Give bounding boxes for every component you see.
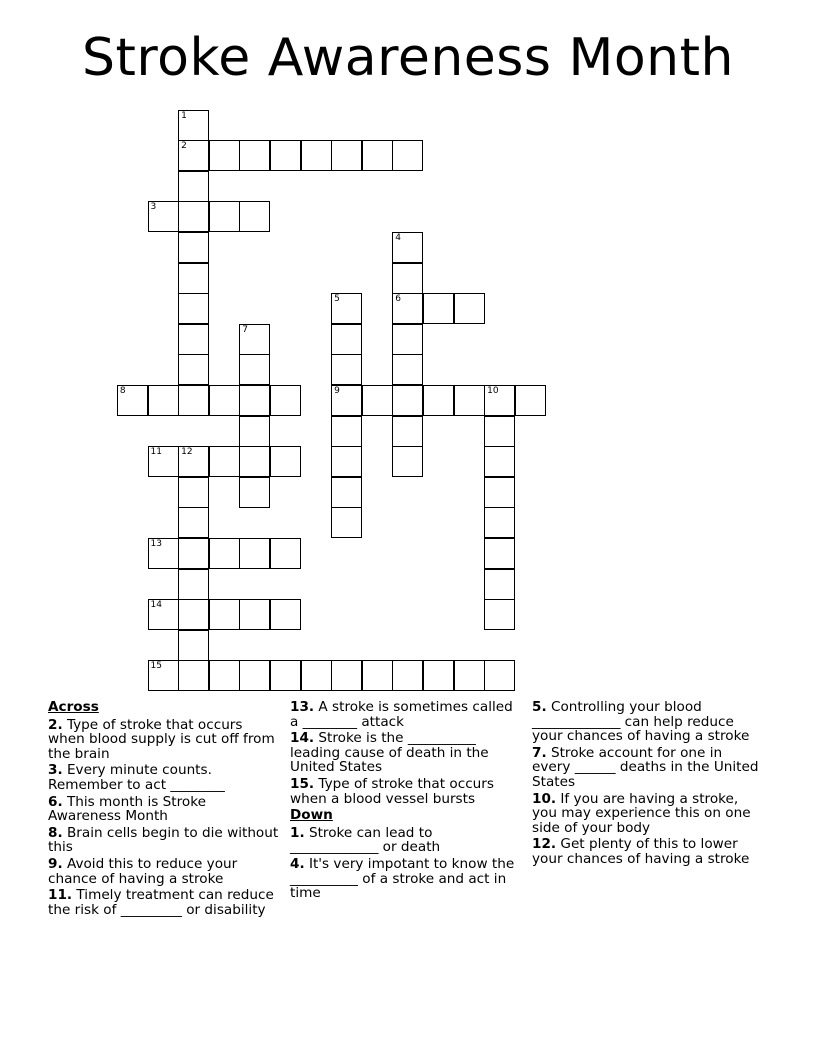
- clue-text: Brain cells begin to die without this: [48, 824, 279, 856]
- crossword-cell[interactable]: [209, 538, 240, 569]
- across-clue: [290, 731, 522, 775]
- across-clue: [48, 795, 280, 824]
- crossword-cell[interactable]: [270, 385, 301, 416]
- clue-text: Every minute counts. Remember to act ________: [48, 762, 225, 793]
- crossword-cell[interactable]: [148, 660, 179, 691]
- crossword-cell[interactable]: [484, 477, 515, 508]
- crossword-cell[interactable]: [239, 385, 270, 416]
- crossword-cell[interactable]: [178, 354, 209, 385]
- crossword-cell[interactable]: [270, 660, 301, 691]
- crossword-cell[interactable]: [392, 232, 423, 263]
- clues-column-2: [290, 700, 522, 903]
- crossword-cell[interactable]: [178, 385, 209, 416]
- crossword-cell[interactable]: [454, 660, 485, 691]
- crossword-cell[interactable]: [392, 140, 423, 171]
- across-clue: [48, 763, 280, 792]
- crossword-cell[interactable]: [178, 110, 209, 141]
- crossword-cell[interactable]: [423, 660, 454, 691]
- crossword-cell[interactable]: [239, 538, 270, 569]
- crossword-cell[interactable]: [331, 293, 362, 324]
- crossword-cell[interactable]: [178, 538, 209, 569]
- crossword-cell[interactable]: [209, 201, 240, 232]
- crossword-cell[interactable]: [301, 660, 332, 691]
- crossword-cell[interactable]: [484, 599, 515, 630]
- crossword-cell[interactable]: [178, 293, 209, 324]
- clue-text: This month is Stroke Awareness Month: [48, 793, 206, 825]
- clue-number: 12: [181, 447, 193, 458]
- clue-number: 6: [395, 294, 402, 305]
- clue-number-label: 10.: [532, 790, 557, 807]
- clue-number-label: 6.: [48, 793, 63, 810]
- clue-text: Get plenty of this to lower your chances of having a stroke: [532, 836, 750, 867]
- crossword-cell[interactable]: [484, 660, 515, 691]
- crossword-cell[interactable]: [148, 385, 179, 416]
- crossword-cell[interactable]: [148, 201, 179, 232]
- clue-number-label: 13.: [290, 699, 315, 715]
- crossword-cell[interactable]: [178, 477, 209, 508]
- crossword-cell[interactable]: [209, 599, 240, 630]
- crossword-cell[interactable]: [148, 599, 179, 630]
- down-clue: [532, 792, 764, 836]
- crossword-cell[interactable]: [178, 263, 209, 294]
- clue-number: 13: [150, 538, 162, 549]
- crossword-cell[interactable]: [178, 201, 209, 232]
- crossword-cell[interactable]: [392, 293, 423, 324]
- crossword-cell[interactable]: [484, 416, 515, 447]
- crossword-cell[interactable]: [178, 660, 209, 691]
- across-clue: [48, 718, 280, 762]
- crossword-cell[interactable]: [454, 385, 485, 416]
- crossword-cell[interactable]: [331, 477, 362, 508]
- crossword-cell[interactable]: [239, 354, 270, 385]
- crossword-cell[interactable]: [270, 140, 301, 171]
- crossword-cell[interactable]: [392, 263, 423, 294]
- crossword-cell[interactable]: [423, 385, 454, 416]
- clue-number: 1: [181, 110, 187, 121]
- crossword-cell[interactable]: [148, 538, 179, 569]
- clue-number-label: 14.: [290, 730, 315, 747]
- clue-number: 9: [334, 385, 340, 396]
- down-clue: [290, 857, 522, 901]
- crossword-cell[interactable]: [331, 140, 362, 171]
- across-clue: [290, 777, 522, 806]
- crossword-cell[interactable]: [454, 293, 485, 324]
- crossword-cell[interactable]: [392, 385, 423, 416]
- clue-text: Timely treatment can reduce the risk of _________ or disability: [48, 887, 274, 918]
- crossword-cell[interactable]: [239, 660, 270, 691]
- crossword-cell[interactable]: [270, 599, 301, 630]
- clue-number: 3: [150, 202, 157, 213]
- crossword-cell[interactable]: [392, 446, 423, 477]
- clue-number: 8: [119, 385, 126, 396]
- clue-text: If you are having a stroke, you may experience this on one side of your body: [532, 790, 751, 836]
- across-clue: [48, 888, 280, 917]
- clue-number-label: 15.: [290, 775, 315, 792]
- clue-number: 11: [150, 447, 162, 458]
- clue-number-label: 5.: [532, 699, 547, 715]
- crossword-cell[interactable]: [331, 446, 362, 477]
- crossword-cell[interactable]: [423, 293, 454, 324]
- clue-text: Type of stroke that occurs when a blood vessel bursts: [290, 775, 494, 807]
- clue-number-label: 2.: [48, 716, 63, 733]
- crossword-cell[interactable]: [178, 630, 209, 661]
- clue-text: Avoid this to reduce your chance of having a stroke: [48, 855, 238, 887]
- crossword-cell[interactable]: [392, 660, 423, 691]
- clue-number: 7: [242, 324, 249, 335]
- crossword-cell[interactable]: [239, 416, 270, 447]
- crossword-cell[interactable]: [331, 354, 362, 385]
- crossword-cell[interactable]: [331, 324, 362, 355]
- clue-text: Type of stroke that occurs when blood supply is cut off from the brain: [48, 716, 275, 762]
- down-clue: [290, 826, 522, 855]
- crossword-cell[interactable]: [331, 660, 362, 691]
- crossword-cell[interactable]: [331, 385, 362, 416]
- crossword-cell[interactable]: [209, 385, 240, 416]
- clue-text: Stroke can lead to _____________ or death: [290, 824, 441, 856]
- crossword-cell[interactable]: [239, 201, 270, 232]
- crossword-cell[interactable]: [178, 507, 209, 538]
- clue-number: 15: [150, 661, 162, 672]
- crossword-cell[interactable]: [178, 140, 209, 171]
- clue-text: Stroke account for one in every ______ deaths in the United States: [532, 744, 759, 790]
- crossword-cell[interactable]: [148, 446, 179, 477]
- crossword-cell[interactable]: [209, 660, 240, 691]
- crossword-cell[interactable]: [362, 385, 393, 416]
- crossword-cell[interactable]: [239, 599, 270, 630]
- across-heading: Across: [48, 699, 99, 715]
- crossword-cell[interactable]: [209, 446, 240, 477]
- clues-column-3: [532, 700, 764, 869]
- crossword-cell[interactable]: [239, 140, 270, 171]
- crossword-cell[interactable]: [239, 324, 270, 355]
- crossword-cell[interactable]: [209, 140, 240, 171]
- clues-column-1: [48, 700, 280, 919]
- crossword-cell[interactable]: [331, 507, 362, 538]
- crossword-cell[interactable]: [484, 507, 515, 538]
- across-clue: [48, 857, 280, 886]
- crossword-cell[interactable]: [392, 354, 423, 385]
- crossword-cell[interactable]: [392, 416, 423, 447]
- crossword-cell[interactable]: [484, 385, 515, 416]
- crossword-cell[interactable]: [117, 385, 148, 416]
- crossword-cell[interactable]: [331, 416, 362, 447]
- clue-number-label: 11.: [48, 887, 73, 904]
- crossword-cell[interactable]: [484, 446, 515, 477]
- down-clue: [532, 746, 764, 790]
- down-clue: [532, 700, 764, 744]
- clue-number-label: 7.: [532, 744, 547, 761]
- crossword-cell[interactable]: [178, 446, 209, 477]
- clue-number-label: 3.: [48, 762, 63, 779]
- crossword-cell[interactable]: [484, 569, 515, 600]
- crossword-cell[interactable]: [270, 538, 301, 569]
- crossword-cell[interactable]: [178, 324, 209, 355]
- clue-number: 4: [395, 232, 402, 243]
- clue-number: 10: [487, 385, 499, 396]
- page-title: Stroke Awareness Month: [82, 28, 734, 88]
- clue-number-label: 9.: [48, 855, 63, 872]
- clue-text: A stroke is sometimes called a ________ attack: [290, 699, 513, 730]
- crossword-cell[interactable]: [239, 477, 270, 508]
- clue-number-label: 4.: [290, 855, 305, 872]
- crossword-cell[interactable]: [178, 599, 209, 630]
- crossword-cell[interactable]: [301, 140, 332, 171]
- crossword-cell[interactable]: [392, 324, 423, 355]
- clue-text: Stroke is the __________ leading cause of death in the United States: [290, 730, 489, 776]
- clue-number-label: 12.: [532, 836, 557, 853]
- clue-text: Controlling your blood _____________ can help reduce your chances of having a stroke: [532, 699, 750, 745]
- clue-number-label: 8.: [48, 824, 63, 841]
- clue-number: 14: [150, 600, 162, 611]
- crossword-cell[interactable]: [178, 232, 209, 263]
- clue-number: 5: [334, 294, 340, 305]
- crossword-cell[interactable]: [362, 140, 393, 171]
- across-clue: [290, 700, 522, 729]
- clue-text: It's very impotant to know the __________ of a stroke and act in time: [290, 855, 515, 902]
- crossword-cell[interactable]: [239, 446, 270, 477]
- clue-number-label: 1.: [290, 824, 305, 841]
- crossword-cell[interactable]: [178, 569, 209, 600]
- down-heading: Down: [290, 807, 333, 824]
- crossword-cell[interactable]: [515, 385, 546, 416]
- crossword-cell[interactable]: [270, 446, 301, 477]
- crossword-cell[interactable]: [178, 171, 209, 202]
- crossword-cell[interactable]: [484, 538, 515, 569]
- down-clue: [532, 837, 764, 866]
- crossword-cell[interactable]: [362, 660, 393, 691]
- across-clue: [48, 826, 280, 855]
- clue-number: 2: [181, 141, 187, 152]
